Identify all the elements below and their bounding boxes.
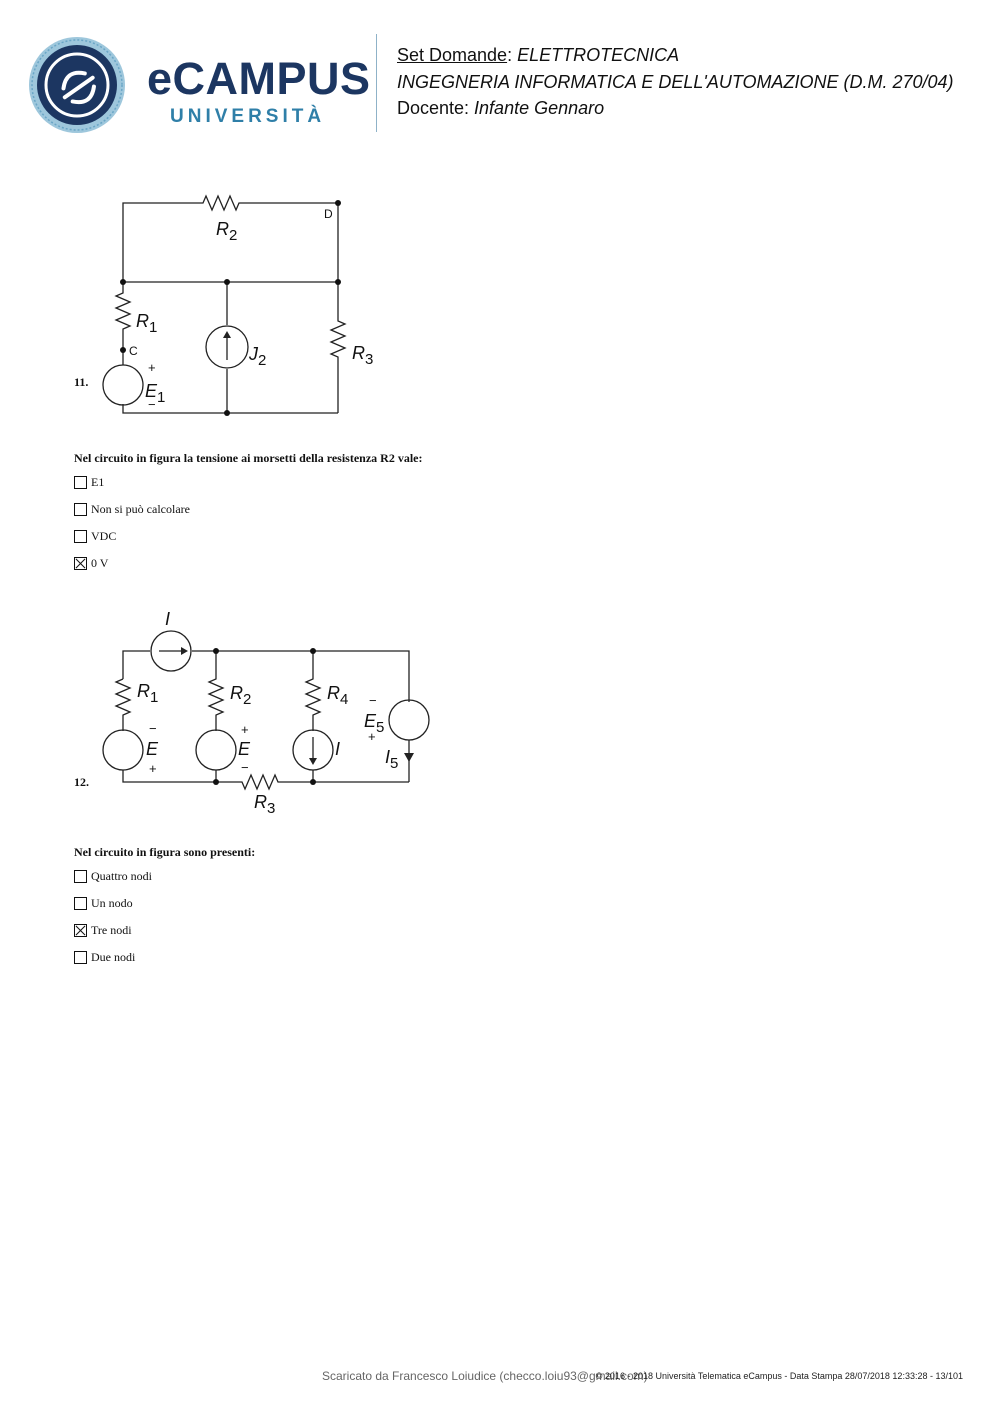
print-info: © 2016 - 2018 Università Telematica eCampus - Data Stampa 28/07/2018 12:33:28 - 13/101: [595, 1371, 963, 1381]
option-q12-un-nodo[interactable]: [74, 895, 133, 911]
checkbox[interactable]: [74, 476, 87, 489]
label-i5: $I_5$: [385, 747, 399, 772]
label-r3: $R_3$: [352, 343, 374, 368]
subject-line: [397, 42, 954, 69]
option-label: Un nodo: [91, 895, 133, 910]
docente-line: [397, 95, 954, 122]
label-r2: $R_2$: [216, 219, 238, 244]
download-watermark: Scaricato da Francesco Loiudice (checco.loiu93@gmail.com): [322, 1369, 648, 1383]
svg-text:+: +: [241, 722, 249, 737]
checkbox[interactable]: [74, 897, 87, 910]
option-q12-tre-nodi[interactable]: [74, 922, 132, 938]
docente-label: Docente:: [397, 98, 475, 118]
question-number-12: 12.: [74, 775, 89, 789]
question-text-11: Nel circuito in figura la tensione ai morsetti della resistenza R2 vale:: [74, 451, 423, 465]
label-e-1: E: [146, 739, 159, 759]
option-label: Non si può calcolare: [91, 501, 190, 516]
option-label: E1: [91, 474, 105, 489]
option-q12-quattro-nodi[interactable]: [74, 868, 152, 884]
option-q11-e1[interactable]: [74, 474, 104, 490]
course-header: [397, 42, 954, 122]
option-label: 0 V: [91, 555, 109, 570]
svg-text:−: −: [369, 693, 377, 708]
ecampus-seal-icon: [28, 36, 128, 136]
subject: ELETTROTECNICA: [517, 45, 680, 65]
set-separator: :: [507, 45, 518, 65]
option-label: VDC: [91, 528, 117, 543]
label-e1: $E_1$: [145, 381, 166, 406]
svg-text:+: +: [149, 761, 157, 776]
option-label: Due nodi: [91, 949, 136, 964]
label-r1: $R_1$: [137, 681, 159, 706]
label-node-c: C: [129, 344, 138, 358]
label-j2: $J_2$: [249, 344, 267, 369]
label-r4: $R_4$: [327, 683, 349, 708]
svg-text:+: +: [148, 360, 156, 375]
question-number-11: 11.: [74, 375, 89, 389]
label-i-branch: I: [335, 739, 341, 759]
label-r1: $R_1$: [136, 311, 158, 336]
label-r2: $R_2$: [230, 683, 252, 708]
docente-name: Infante Gennaro: [474, 98, 605, 118]
checkbox[interactable]: [74, 870, 87, 883]
option-q11-0v[interactable]: [74, 555, 108, 571]
label-e5: $E_5$: [364, 711, 385, 736]
checkbox[interactable]: [74, 530, 87, 543]
checkbox-checked[interactable]: [74, 557, 87, 570]
option-q12-due-nodi[interactable]: [74, 949, 135, 965]
svg-text:−: −: [148, 397, 156, 412]
svg-text:−: −: [241, 760, 249, 775]
circuit-figure-12: [95, 605, 440, 825]
set-label: Set Domande: [397, 45, 508, 65]
circuit-figure-11: [95, 190, 395, 431]
checkbox[interactable]: [74, 951, 87, 964]
option-label: Quattro nodi: [91, 868, 152, 883]
course-name: INGEGNERIA INFORMATICA E DELL'AUTOMAZIONE (D.M. 270/04): [397, 71, 954, 92]
checkbox-checked[interactable]: [74, 924, 87, 937]
header-divider: [376, 34, 377, 132]
label-r3: $R_3$: [254, 792, 276, 817]
option-q11-non-si-puo-calcolare[interactable]: [74, 501, 190, 517]
label-i-source: I: [165, 609, 171, 629]
option-label: Tre nodi: [91, 922, 132, 937]
label-node-d: D: [324, 207, 333, 221]
label-e-2: E: [238, 739, 251, 759]
checkbox[interactable]: [74, 503, 87, 516]
question-text-12: Nel circuito in figura sono presenti:: [74, 845, 256, 859]
logo-wordmark: eCAMPUS: [147, 53, 371, 104]
logo-subtext: UNIVERSITÀ: [170, 106, 326, 127]
svg-text:+: +: [368, 729, 376, 744]
svg-text:−: −: [149, 721, 157, 736]
option-q11-vdc[interactable]: [74, 528, 116, 544]
